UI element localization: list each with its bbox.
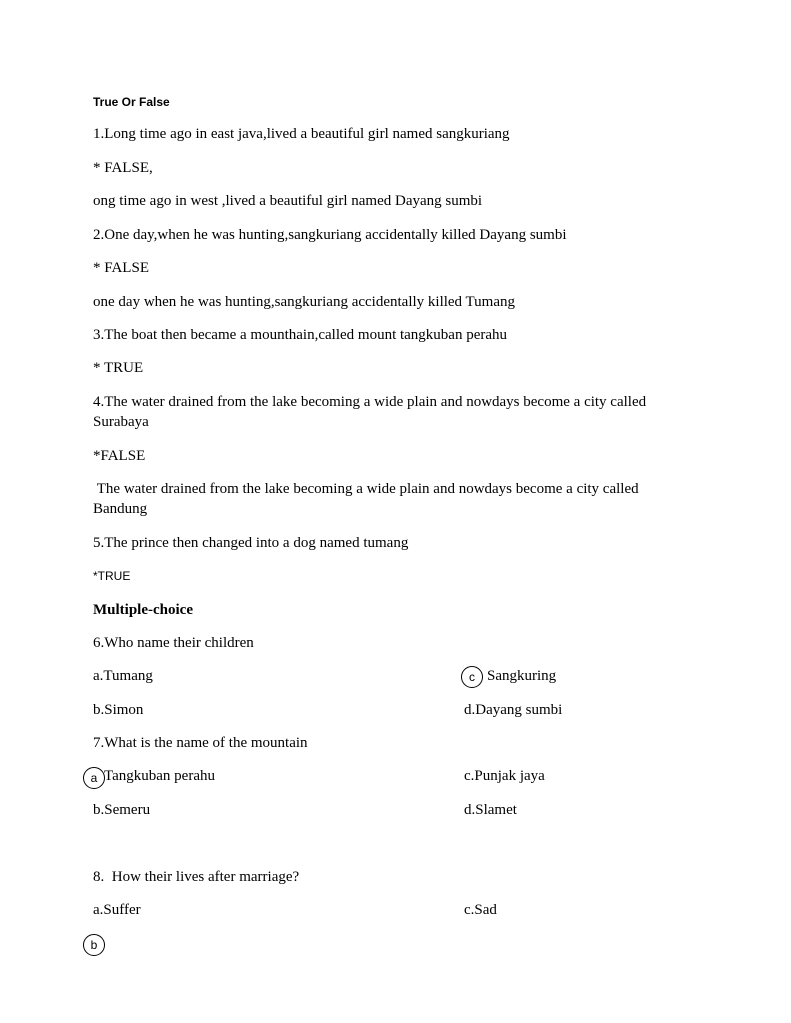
q1-question: 1.Long time ago in east java,lived a beautiful girl named sangkuriang [93,126,510,142]
q6-option-b: b.Simon [93,702,144,718]
q7-option-c: c.Punjak jaya [464,768,545,784]
true-false-heading: True Or False [93,95,170,109]
q8-option-a: a.Suffer [93,902,141,918]
q6-question: 6.Who name their children [93,635,254,651]
q2-correction: one day when he was hunting,sangkuriang accidentally killed Tumang [93,294,515,310]
q5-question: 5.The prince then changed into a dog named tumang [93,535,409,551]
q3-answer: * TRUE [93,360,144,376]
q2-answer: * FALSE [93,260,149,276]
q6-option-c: Sangkuring [487,668,557,684]
q4-correction: The water drained from the lake becoming a wide plain and nowdays become a city called Bandung [93,481,643,517]
q6-option-d: d.Dayang sumbi [464,702,563,718]
q6-option-c-circle: c [461,666,483,688]
q1-answer: * FALSE, [93,160,153,176]
q7-option-a-circle: a [83,767,105,789]
q3-question: 3.The boat then became a mounthain,called mount tangkuban perahu [93,327,508,343]
q8-option-c: c.Sad [464,902,497,918]
q1-correction: ong time ago in west ,lived a beautiful girl named Dayang sumbi [93,193,483,209]
q4-answer: *FALSE [93,448,146,464]
q8-option-b-circle: b [83,934,105,956]
q2-question: 2.One day,when he was hunting,sangkuriang accidentally killed Dayang sumbi [93,227,567,243]
q8-question: 8. How their lives after marriage? [93,869,300,885]
q7-option-b: b.Semeru [93,802,151,818]
q7-option-d: d.Slamet [464,802,517,818]
q5-answer: *TRUE [93,569,131,583]
multiple-choice-heading: Multiple-choice [93,602,193,618]
q6-option-a: a.Tumang [93,668,153,684]
q7-option-a: Tangkuban perahu [104,768,215,784]
q4-question: 4.The water drained from the lake becoming a wide plain and nowdays become a city called Surabaya [93,394,647,430]
q7-question: 7.What is the name of the mountain [93,735,308,751]
